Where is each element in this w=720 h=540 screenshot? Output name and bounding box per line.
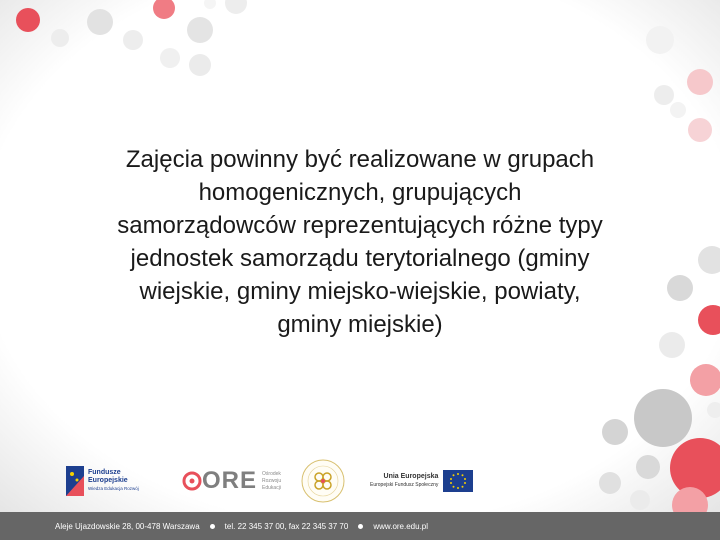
logo-bar — [0, 458, 720, 508]
footer-address: Aleje Ujazdowskie 28, 00-478 Warszawa — [55, 521, 200, 531]
circle-gray — [160, 48, 180, 68]
ore-logo — [182, 458, 281, 504]
ue-title: Unia Europejska — [383, 473, 439, 480]
footer-phone: tel. 22 345 37 00, fax 22 345 37 70 — [224, 521, 349, 531]
unia-europejska-logo — [370, 458, 473, 504]
fundusze-europejskie-logo — [66, 458, 139, 504]
circle-gray — [123, 30, 143, 50]
fe-flag-icon — [66, 466, 84, 496]
ue-subtitle: Europejski Fundusz Społeczny — [370, 482, 439, 488]
circle-gray — [602, 419, 628, 445]
footer-bar — [0, 512, 720, 540]
ore-subtitle-3: Edukacji — [262, 484, 281, 491]
circle-red — [16, 8, 40, 32]
fe-subtitle: Wiedza Edukacja Rozwój — [88, 486, 139, 491]
text-line: wiejskie, gminy miejsko-wiejskie, powiaty, — [139, 278, 581, 305]
separator-dot — [210, 524, 215, 529]
seal-logo — [300, 458, 346, 504]
fe-title-2: Europejskie — [88, 477, 128, 484]
circle-gray — [646, 26, 674, 54]
circle-gray — [187, 17, 213, 43]
ore-circle-icon — [182, 471, 202, 491]
circle-gray — [189, 54, 211, 76]
ore-mark: ORE — [202, 467, 258, 494]
ore-subtitle-1: Ośrodek — [262, 470, 281, 477]
text-line: samorządowców reprezentujących różne typy — [117, 212, 603, 239]
circle-gray — [634, 389, 692, 447]
circle-gray — [87, 9, 113, 35]
text-line: jednostek samorządu terytorialnego (gminy — [130, 245, 590, 272]
footer-website-link[interactable]: www.ore.edu.pl — [373, 521, 429, 531]
text-line: Zajęcia powinny być realizowane w grupach — [125, 146, 595, 173]
circle-pink — [688, 118, 712, 142]
circle-gray — [51, 29, 69, 47]
ore-subtitle-2: Rozwoju — [262, 477, 282, 484]
text-line: gminy miejskie) — [277, 311, 443, 338]
seal-emblem-icon — [300, 458, 346, 504]
eu-flag-icon — [443, 470, 473, 492]
text-line: homogenicznych, grupujących — [198, 179, 522, 206]
fe-title-1: Fundusze — [88, 469, 121, 476]
slide-body-text — [20, 143, 700, 341]
circle-pink — [687, 69, 713, 95]
circle-gray — [654, 85, 674, 105]
circle-gray — [670, 102, 686, 118]
separator-dot — [358, 524, 363, 529]
